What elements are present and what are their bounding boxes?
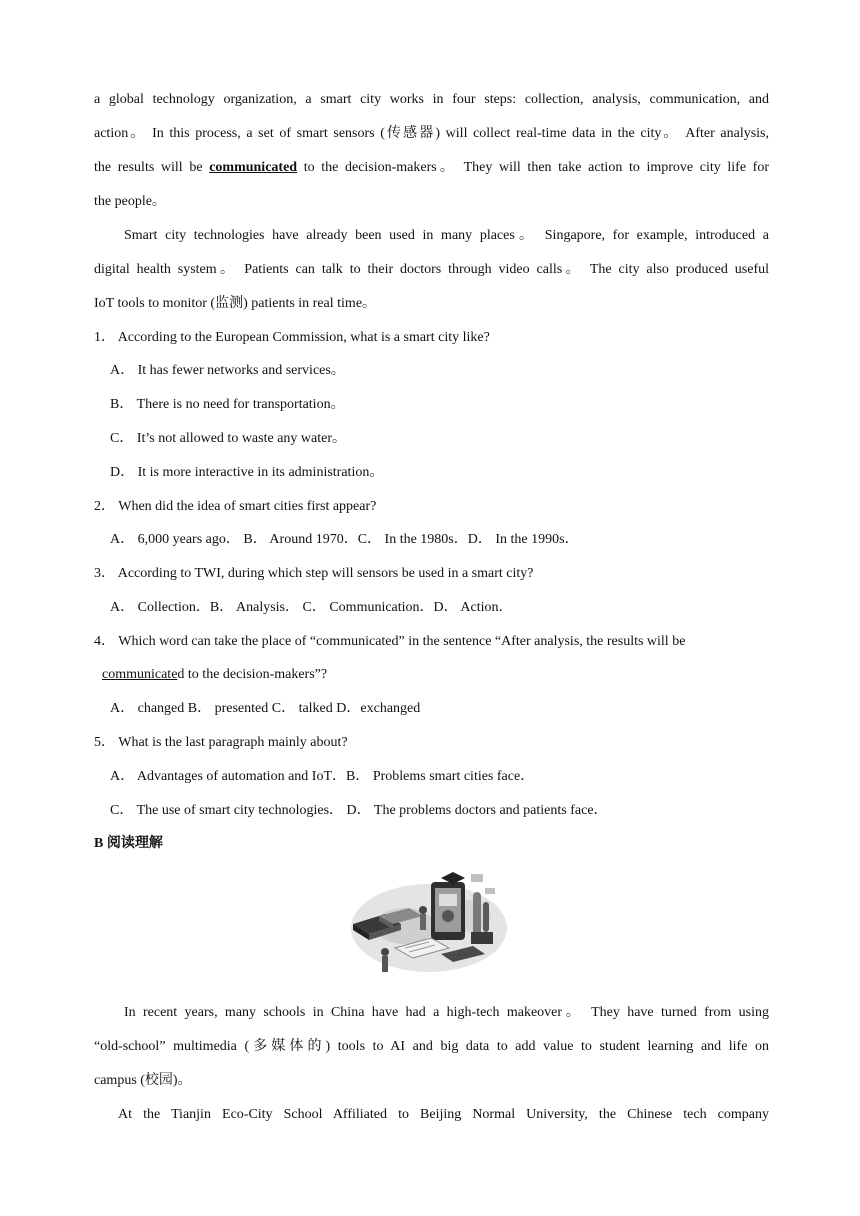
question-1-stem: 1． According to the European Commission, what is a smart city like? — [94, 330, 490, 345]
question-4-stem-continued — [102, 665, 769, 685]
question-5-options-line2: C． The use of smart city technologies． D． The problems doctors and patients face． — [110, 803, 608, 818]
para3-line2: “old-school” multimedia (多媒体的) tools to AI and big data to add value to student learning and life on — [94, 1039, 769, 1054]
question-1-option-c: C． It’s not allowed to waste any water。 — [110, 431, 347, 446]
underlined-word-communicated: communicated — [209, 160, 298, 175]
para3-line3: campus (校园)。 — [94, 1073, 192, 1088]
para2-line2: digital health system。 Patients can talk to their doctors through video calls。 The city also produced useful — [94, 262, 769, 277]
question-4-options: A． changed B． presented C． talked D．exchanged — [110, 701, 421, 716]
underlined-word-communicate: communicate — [102, 667, 178, 682]
para2-line1: Smart city technologies have already been used in many places。 Singapore, for example, introduced a — [124, 228, 769, 243]
para4-line1: At the Tianjin Eco-City School Affiliated to Beijing Normal University, the Chinese tech company — [118, 1107, 769, 1122]
question-3-stem: 3． According to TWI, during which step will sensors be used in a smart city? — [94, 566, 534, 581]
question-4-stem: 4． Which word can take the place of “communicated” in the sentence “After analysis, the results will be — [94, 634, 686, 649]
question-1-option-b: B． There is no need for transportation。 — [110, 397, 345, 412]
question-5-options-line1: A． Advantages of automation and IoT．B． Problems smart cities face． — [110, 769, 535, 784]
question-1-option-d: D． It is more interactive in its administration。 — [110, 465, 384, 480]
para1-line1: a global technology organization, a smart city works in four steps: collection, analysis, communication, and — [94, 92, 769, 107]
section-b-title: B 阅读理解 — [94, 836, 163, 851]
para1-line2: action。 In this process, a set of smart sensors (传感器) will collect real-time data in the city。 After analysis, — [94, 126, 769, 141]
para1-line3 — [94, 158, 769, 178]
question-1-option-a: A． It has fewer networks and services。 — [110, 363, 345, 378]
para1-line3-post: to the decision-makers。 They will then take action to improve city life for — [303, 160, 770, 175]
para3-line1: In recent years, many schools in China have had a high-tech makeover。 They have turned from using — [124, 1005, 769, 1020]
question-5-stem: 5． What is the last paragraph mainly about? — [94, 735, 348, 750]
question-2-options: A． 6,000 years ago． B． Around 1970．C． In the 1980s．D． In the 1990s． — [110, 532, 579, 547]
question-2-stem: 2． When did the idea of smart cities first appear? — [94, 499, 377, 514]
para1-line4: the people。 — [94, 194, 166, 209]
question-3-options: A． Collection．B． Analysis． C． Communication．D． Action． — [110, 600, 513, 615]
para1-line3-pre: the results will be — [94, 160, 203, 175]
para2-line3: IoT tools to monitor (监测) patients in real time。 — [94, 296, 377, 311]
education-technology-illustration-icon — [345, 866, 513, 978]
question-4-stem-rest: d to the decision-makers”? — [177, 667, 328, 682]
